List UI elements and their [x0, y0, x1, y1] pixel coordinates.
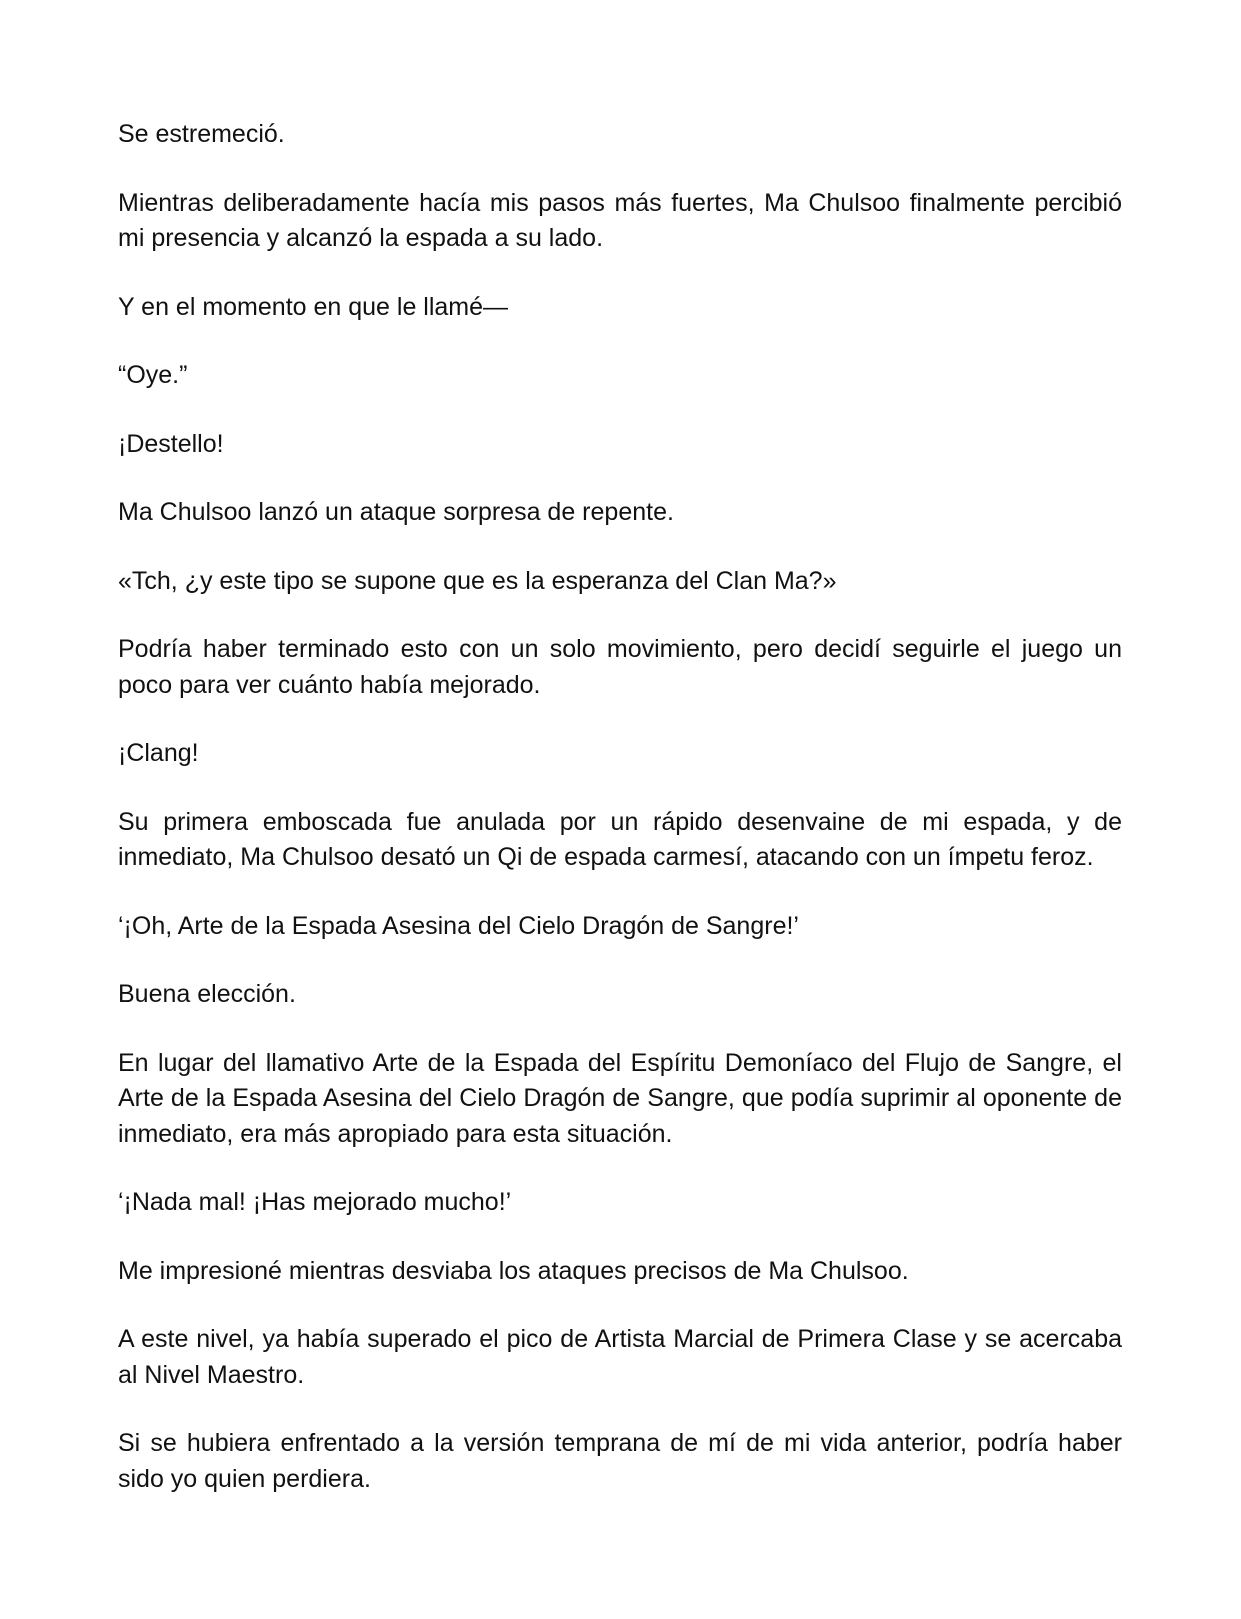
- paragraph: Ma Chulsoo lanzó un ataque sorpresa de repente.: [118, 498, 674, 526]
- paragraph: ‘¡Nada mal! ¡Has mejorado mucho!’: [118, 1188, 512, 1216]
- paragraph: “Oye.”: [118, 361, 188, 389]
- paragraph: Se estremeció.: [118, 120, 285, 148]
- paragraph: Si se hubiera enfrentado a la versión temprana de mí de mi vida anterior, podría haber sido yo quien perdiera.: [118, 1429, 1122, 1493]
- paragraph: Mientras deliberadamente hacía mis pasos más fuertes, Ma Chulsoo finalmente percibió mi presencia y alcanzó la espada a su lado.: [118, 188, 1122, 252]
- paragraph: ‘¡Oh, Arte de la Espada Asesina del Cielo Dragón de Sangre!’: [118, 911, 799, 940]
- paragraph: Buena elección.: [118, 980, 296, 1008]
- paragraph: En lugar del llamativo Arte de la Espada del Espíritu Demoníaco del Flujo de Sangre, el Arte de la Espada Asesina del Cielo Dragón de Sangre, que podía suprimir al oponente de inmediato, era más apropiado para esta situación.: [118, 1048, 1122, 1148]
- paragraph: ¡Destello!: [118, 429, 224, 458]
- paragraph: ¡Clang!: [118, 739, 199, 767]
- paragraph: Su primera emboscada fue anulada por un rápido desenvaine de mi espada, y de inmediato, Ma Chulsoo desató un Qi de espada carmesí, atacando con un ímpetu feroz.: [118, 807, 1122, 871]
- paragraph: Me impresioné mientras desviaba los ataques precisos de Ma Chulsoo.: [118, 1256, 909, 1285]
- paragraph: «Tch, ¿y este tipo se supone que es la esperanza del Clan Ma?»: [118, 566, 837, 595]
- paragraph: Podría haber terminado esto con un solo movimiento, pero decidí seguirle el juego un poco para ver cuánto había mejorado.: [118, 635, 1122, 699]
- paragraph: Y en el momento en que le llamé—: [118, 292, 509, 321]
- document-body: [118, 117, 1122, 1530]
- paragraph: A este nivel, ya había superado el pico de Artista Marcial de Primera Clase y se acercaba al Nivel Maestro.: [118, 1325, 1122, 1389]
